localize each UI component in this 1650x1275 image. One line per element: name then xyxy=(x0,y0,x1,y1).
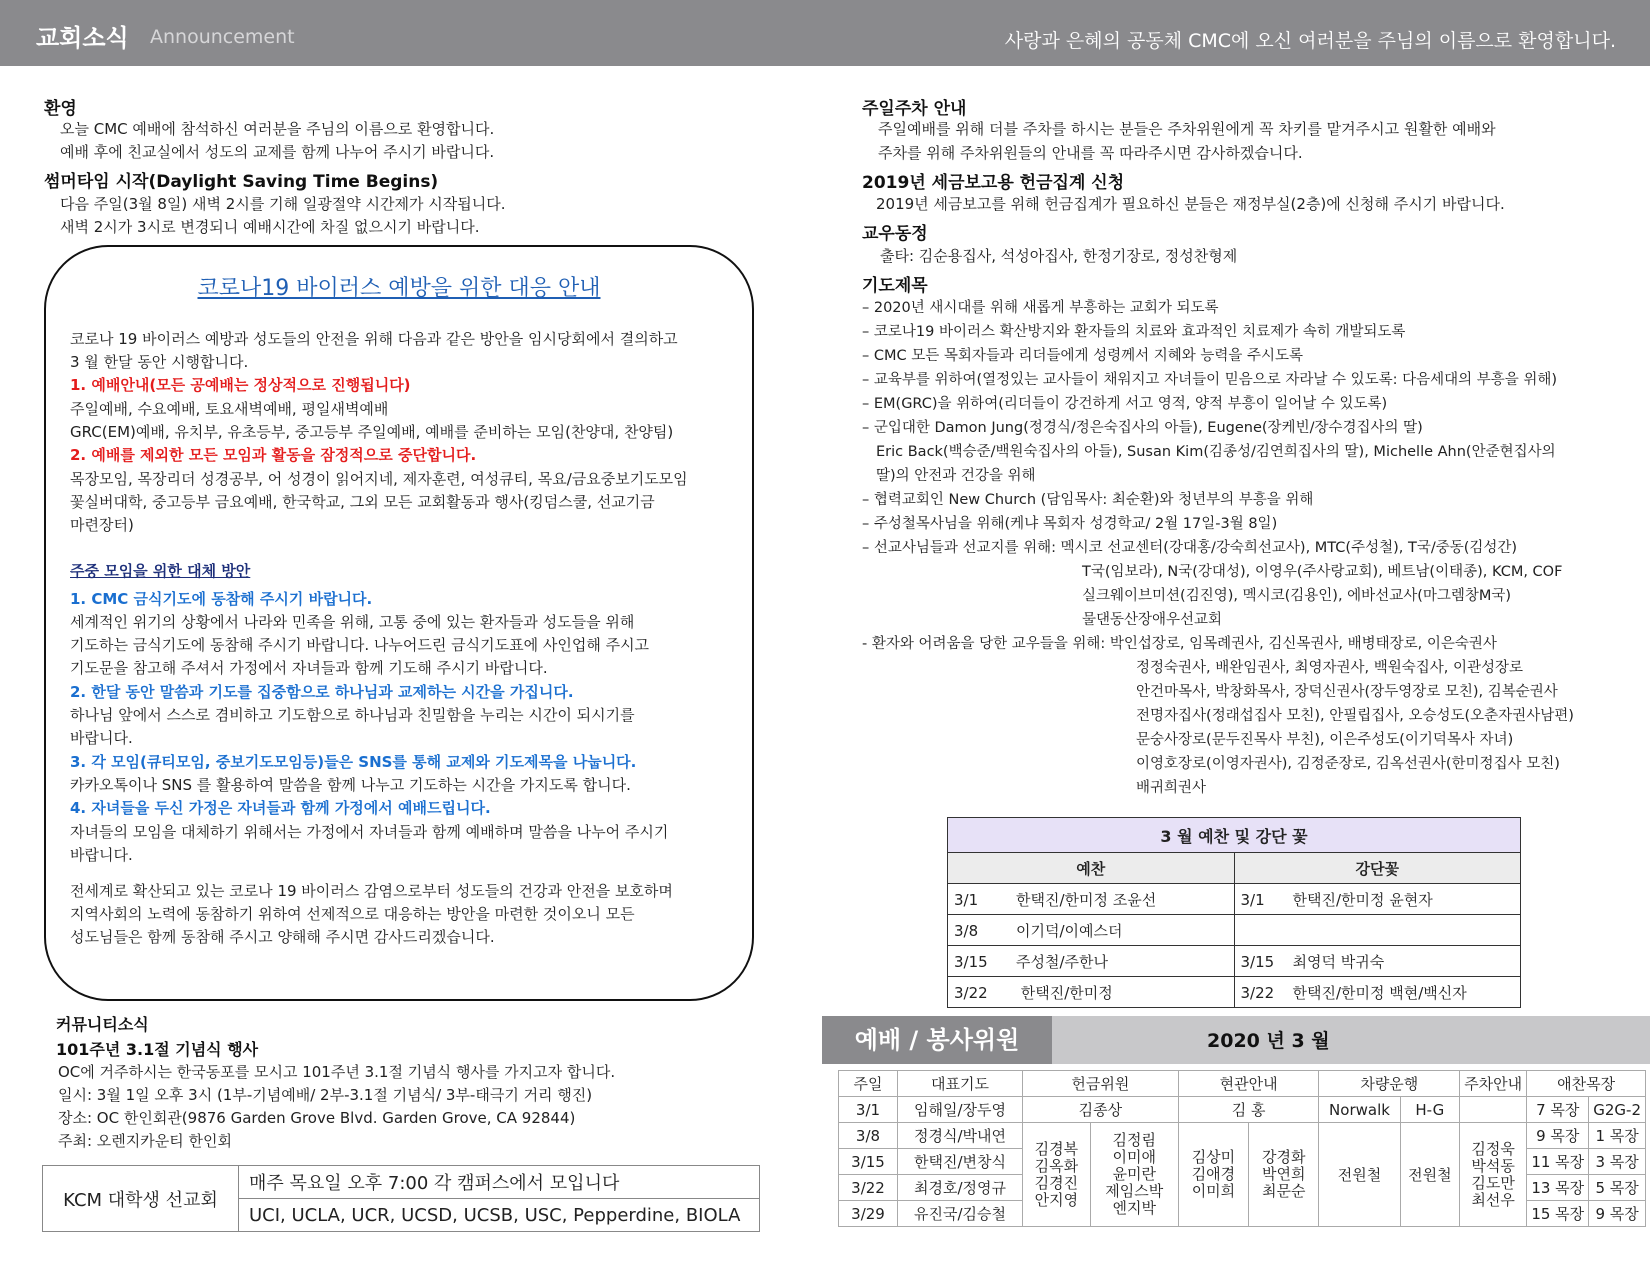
col-header: 애찬목장 xyxy=(1527,1071,1646,1097)
prayer-item: – 협력교회인 New Church (담임목사: 최순환)와 청년부의 부흥을 위해 xyxy=(862,492,1314,508)
col-header: 차량운행 xyxy=(1319,1071,1460,1097)
table-row xyxy=(948,977,1521,1008)
alt-plan-3: 3. 각 모임(큐티모임, 중보기도모임등)들은 SNS를 통해 교제와 기도제목을 나눕니다. xyxy=(70,753,637,771)
van: 전원철 xyxy=(1319,1123,1400,1227)
prayer-item: – 교육부를 위하여(열정있는 교사들이 채워지고 자녀들이 믿음으로 자라날 수 있도록: 다음세대의 부흥을 위해) xyxy=(862,372,1558,388)
usher: 김상미 김애경 이미희 xyxy=(1178,1123,1248,1227)
community-title: 커뮤니티소식 xyxy=(56,1015,149,1034)
alt-plan-title: 주중 모임을 위한 대체 방안 xyxy=(70,562,251,580)
van: 전원철 xyxy=(1400,1123,1460,1227)
prayer-leader: 유진국/김승철 xyxy=(898,1201,1023,1227)
welcome-title: 환영 xyxy=(44,99,77,119)
prayer-item: – EM(GRC)을 위하여(리더들이 강건하게 서고 영적, 양적 부흥이 일어날 수 있도록) xyxy=(862,396,1388,412)
header-bar xyxy=(0,0,1650,66)
week: 3/22 xyxy=(839,1175,898,1201)
offering: 김정림 이미애 윤미란 제임스박 엔지박 xyxy=(1090,1123,1178,1227)
table-row xyxy=(948,884,1521,915)
prayer-item: 배귀희권사 xyxy=(1136,780,1207,796)
meal-group: G2G-2 xyxy=(1589,1097,1646,1123)
alt-plan-4: 4. 자녀들을 두신 가정은 자녀들과 함께 가정에서 예배드립니다. xyxy=(70,799,491,817)
service-month: 2020 년 3 월 xyxy=(1207,1030,1330,1052)
dst-title: 썸머타임 시작(Daylight Saving Time Begins) xyxy=(44,172,439,192)
meal-group: 9 목장 xyxy=(1589,1201,1646,1227)
name: 주성철/주한나 xyxy=(1016,952,1108,971)
name: 한택진/한미정 xyxy=(1016,983,1113,1002)
table-row xyxy=(948,946,1521,977)
community-line: 일시: 3월 1일 오후 3시 (1부-기념예배/ 2부-3.1절 기념식/ 3부-태극기 거리 행진) xyxy=(58,1086,593,1104)
kcm-table xyxy=(42,1165,760,1232)
alt-plan-1: 1. CMC 금식기도에 동참해 주시기 바랍니다. xyxy=(70,590,373,608)
prayer-item: 이영호장로(이영자권사), 김정준장로, 김옥선권사(한미정집사 모친) xyxy=(1136,756,1560,772)
prayer-item: - 환자와 어려움을 당한 교우들을 위해: 박인섭장로, 임목례권사, 김신목권사, 배병태장로, 이은숙권사 xyxy=(862,636,1497,652)
corona-item-2-line: 목장모임, 목장리더 성경공부, 어 성경이 읽어지네, 제자훈련, 여성큐티, 목요/금요중보기도모임 xyxy=(70,470,688,488)
meal-group: 15 목장 xyxy=(1527,1201,1589,1227)
meal-group: 7 목장 xyxy=(1527,1097,1589,1123)
col-header: 대표기도 xyxy=(898,1071,1023,1097)
parking: 김정욱 박석동 김도만 최선우 xyxy=(1460,1123,1527,1227)
corona-title: 코로나19 바이러스 예방을 위한 대응 안내 xyxy=(197,276,601,301)
alt-plan-4-line: 바랍니다. xyxy=(70,846,133,864)
prayer-item: – 코로나19 바이러스 확산방지와 환자들의 치료와 효과적인 치료제가 속히 개발되도록 xyxy=(862,324,1406,340)
van: Norwalk xyxy=(1319,1097,1400,1123)
alt-plan-1-line: 세계적인 위기의 상황에서 나라와 민족을 위해, 고통 중에 있는 환자들과 성도들을 위해 xyxy=(70,613,635,631)
meal-group: 1 목장 xyxy=(1589,1123,1646,1149)
prayer-item: 실크웨이브미션(김진영), 멕시코(김용인), 에바선교사(마그렘창M국) xyxy=(1082,588,1512,604)
flowers-table xyxy=(947,817,1521,1008)
prayer-item: – CMC 모든 목회자들과 리더들에게 성령께서 지혜와 능력을 주시도록 xyxy=(862,348,1304,364)
prayer-item: 전명자집사(정래섭집사 모친), 안필립집사, 오승성도(오춘자권사남편) xyxy=(1136,708,1574,724)
prayer-item: 물댄동산장애우선교회 xyxy=(1082,612,1223,628)
corona-item-1-line: 주일예배, 수요예배, 토요새벽예배, 평일새벽예배 xyxy=(70,400,389,418)
prayer-title: 기도제목 xyxy=(862,276,928,296)
prayer-leader: 한택진/변창식 xyxy=(898,1149,1023,1175)
week: 3/15 xyxy=(839,1149,898,1175)
name: 한택진/한미정 백현/백신자 xyxy=(1292,983,1467,1002)
flowers-title: 3 월 예찬 및 강단 꽃 xyxy=(948,818,1521,853)
name: 이기덕/이예스더 xyxy=(1016,921,1123,940)
corona-item-2-line: 마련장터) xyxy=(70,516,134,534)
prayer-leader: 임해일/장두영 xyxy=(898,1097,1023,1123)
prayer-item: – 선교사님들과 선교지를 위해: 멕시코 선교센터(강대홍/강숙희선교사), MTC(주성철), T국/중동(김성간) xyxy=(862,540,1518,556)
corona-item-1: 1. 예배안내(모든 공예배는 정상적으로 진행됩니다) xyxy=(70,376,411,394)
corona-closing: 지역사회의 노력에 동참하기 위하여 선제적으로 대응하는 방안을 마련한 것이오니 모든 xyxy=(70,905,635,923)
corona-intro: 3 월 한달 동안 시행합니다. xyxy=(70,353,249,371)
usher: 강경화 박연희 최문순 xyxy=(1249,1123,1319,1227)
meal-group: 3 목장 xyxy=(1589,1149,1646,1175)
corona-intro: 코로나 19 바이러스 예방과 성도들의 안전을 위해 다음과 같은 방안을 임시당회에서 결의하고 xyxy=(70,330,678,348)
flowers-col-header: 예찬 xyxy=(948,853,1235,884)
section-title: 교회소식 xyxy=(36,24,129,52)
parking-line: 주일예배를 위해 더블 주차를 하시는 분들은 주차위원에게 꼭 차키를 맡겨주시고 원활한 예배와 xyxy=(878,120,1496,138)
dst-line: 새벽 2시가 3시로 변경되니 예배시간에 차질 없으시기 바랍니다. xyxy=(60,218,480,236)
flowers-col-header: 강단꽃 xyxy=(1234,853,1521,884)
alt-plan-1-line: 기도문을 참고해 주셔서 가정에서 자녀들과 함께 기도해 주시기 바랍니다. xyxy=(70,659,548,677)
members-title: 교우동정 xyxy=(862,224,928,244)
parking-title: 주일주차 안내 xyxy=(862,99,967,119)
section-subtitle: Announcement xyxy=(150,26,295,48)
kcm-name: KCM 대학생 선교회 xyxy=(43,1166,239,1232)
corona-item-2: 2. 예배를 제외한 모든 모임과 활동을 잠정적으로 중단합니다. xyxy=(70,446,477,464)
dst-line: 다음 주일(3월 8일) 새벽 2시를 기해 일광절약 시간제가 시작됩니다. xyxy=(60,195,506,213)
alt-plan-2: 2. 한달 동안 말씀과 기도를 집중함으로 하나님과 교제하는 시간을 가집니다. xyxy=(70,683,574,701)
welcome-line: 예배 후에 친교실에서 성도의 교제를 함께 나누어 주시기 바랍니다. xyxy=(60,143,495,161)
corona-closing: 성도님들은 함께 동참해 주시고 양해해 주시면 감사드리겠습니다. xyxy=(70,928,495,946)
corona-item-1-line: GRC(EM)예배, 유치부, 유초등부, 중고등부 주일예배, 예배를 준비하는 모임(찬양대, 찬양팀) xyxy=(70,423,674,441)
community-line: 장소: OC 한인회관(9876 Garden Grove Blvd. Garden Grove, CA 92844) xyxy=(58,1109,576,1127)
meal-group: 11 목장 xyxy=(1527,1149,1589,1175)
col-header: 주차안내 xyxy=(1460,1071,1527,1097)
meal-group: 13 목장 xyxy=(1527,1175,1589,1201)
week: 3/29 xyxy=(839,1201,898,1227)
prayer-item: 안건마목사, 박창화목사, 장덕신권사(장두영장로 모친), 김복순권사 xyxy=(1136,684,1558,700)
table-row xyxy=(839,1097,1646,1123)
prayer-item: Eric Back(백승준/백원숙집사의 아들), Susan Kim(김종성/김연희집사의 딸), Michelle Ahn(안준현집사의 xyxy=(876,444,1556,460)
alt-plan-2-line: 하나님 앞에서 스스로 겸비하고 기도함으로 하나님과 친밀함을 누리는 시간이 되시기를 xyxy=(70,706,635,724)
service-bar-label: 예배 / 봉사위원 xyxy=(822,1016,1052,1064)
date: 3/15 xyxy=(1240,952,1275,971)
col-header: 헌금위원 xyxy=(1023,1071,1179,1097)
name: 한택진/한미정 윤현자 xyxy=(1292,890,1433,909)
tax-line: 2019년 세금보고를 위해 헌금집계가 필요하신 분들은 재정부실(2층)에 신청해 주시기 바랍니다. xyxy=(876,195,1505,213)
name: 최영덕 박귀숙 xyxy=(1292,952,1385,971)
service-schedule-table xyxy=(838,1070,1646,1227)
prayer-item: – 군입대한 Damon Jung(정경식/정은숙집사의 아들), Eugene(장케빈/장수경집사의 딸) xyxy=(862,420,1423,436)
prayer-item: 딸)의 안전과 건강을 위해 xyxy=(876,468,1036,484)
meal-group: 9 목장 xyxy=(1527,1123,1589,1149)
date: 3/1 xyxy=(954,890,979,909)
welcome-line: 오늘 CMC 예배에 참석하신 여러분을 주님의 이름으로 환영합니다. xyxy=(60,120,495,138)
date: 3/8 xyxy=(954,921,979,940)
offering: 김경복 김옥화 김경진 안지영 xyxy=(1023,1123,1091,1227)
corona-closing: 전세계로 확산되고 있는 코로나 19 바이러스 감염으로부터 성도들의 건강과 안전을 보호하며 xyxy=(70,882,673,900)
alt-plan-3-line: 카카오톡이나 SNS 를 활용하여 말씀을 함께 나누고 기도하는 시간을 가지도록 합니다. xyxy=(70,776,631,794)
date: 3/22 xyxy=(954,983,988,1002)
table-row xyxy=(948,915,1521,946)
community-subtitle: 101주년 3.1절 기념식 행사 xyxy=(56,1040,259,1059)
alt-plan-2-line: 바랍니다. xyxy=(70,729,133,747)
corona-item-2-line: 꽃실버대학, 중고등부 금요예배, 한국학교, 그외 모든 교회활동과 행사(킹덤스쿨, 선교기금 xyxy=(70,493,655,511)
col-header: 주일 xyxy=(839,1071,898,1097)
prayer-item: T국(임보라), N국(강대성), 이영우(주사랑교회), 베트남(이태종), KCM, COF xyxy=(1082,564,1563,580)
name: 한택진/한미정 조윤선 xyxy=(1016,890,1157,909)
col-header: 현관안내 xyxy=(1178,1071,1319,1097)
tax-title: 2019년 세금보고용 헌금집계 신청 xyxy=(862,173,1125,193)
alt-plan-1-line: 기도하는 금식기도에 동참해 주시기 바랍니다. 나누어드린 금식기도표에 사인업해 주시고 xyxy=(70,636,650,654)
date: 3/15 xyxy=(954,952,988,971)
offering: 김종상 xyxy=(1023,1097,1179,1123)
corona-notice-box xyxy=(44,245,754,1001)
usher: 김 홍 xyxy=(1178,1097,1319,1123)
parking-line: 주차를 위해 주차위원들의 안내를 꼭 따라주시면 감사하겠습니다. xyxy=(878,144,1303,162)
date: 3/22 xyxy=(1240,983,1275,1002)
prayer-item: 정정숙권사, 배완임권사, 최영자권사, 백원숙집사, 이관성장로 xyxy=(1136,660,1524,676)
prayer-leader: 정경식/박내연 xyxy=(898,1123,1023,1149)
kcm-time: 매주 목요일 오후 7:00 각 캠퍼스에서 모입니다 xyxy=(239,1166,760,1199)
community-line: OC에 거주하시는 한국동포를 모시고 101주년 3.1절 기념식 행사를 가지고자 합니다. xyxy=(58,1063,616,1081)
date: 3/1 xyxy=(1240,890,1265,909)
welcome-banner: 사랑과 은혜의 공동체 CMC에 오신 여러분을 주님의 이름으로 환영합니다. xyxy=(1004,30,1616,52)
van: H-G xyxy=(1400,1097,1460,1123)
meal-group: 5 목장 xyxy=(1589,1175,1646,1201)
service-bar xyxy=(822,1016,1650,1064)
week: 3/1 xyxy=(839,1097,898,1123)
alt-plan-4-line: 자녀들의 모임을 대체하기 위해서는 가정에서 자녀들과 함께 예배하며 말씀을 나누어 주시기 xyxy=(70,823,669,841)
community-line: 주최: 오렌지카운티 한인회 xyxy=(58,1132,232,1150)
prayer-item: – 주성철목사님을 위해(케냐 목회자 성경학교/ 2월 17일-3월 8일) xyxy=(862,516,1278,532)
week: 3/8 xyxy=(839,1123,898,1149)
table-row xyxy=(839,1123,1646,1149)
prayer-item: 문숭사장로(문두진목사 부친), 이은주성도(이기덕목사 자녀) xyxy=(1136,732,1514,748)
prayer-leader: 최경호/정영규 xyxy=(898,1175,1023,1201)
kcm-campuses: UCI, UCLA, UCR, UCSD, UCSB, USC, Pepperdine, BIOLA xyxy=(239,1199,760,1232)
prayer-item: – 2020년 새시대를 위해 새롭게 부흥하는 교회가 되도록 xyxy=(862,300,1219,316)
members-line: 출타: 김순용집사, 석성아집사, 한정기장로, 정성찬형제 xyxy=(880,247,1238,265)
